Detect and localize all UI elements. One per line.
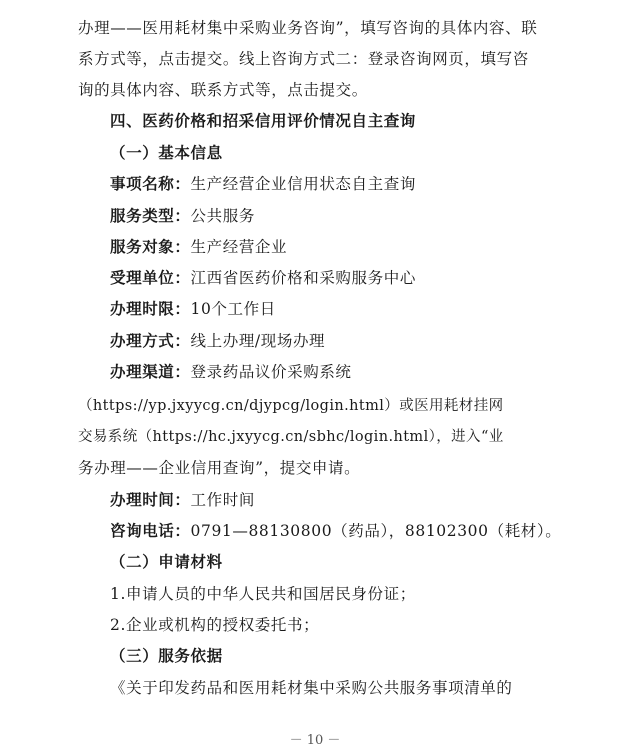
- paragraph-line: 办理——医用耗材集中采购业务咨询”，填写咨询的具体内容、联: [78, 19, 538, 37]
- field-label: 办理时间：: [110, 490, 191, 509]
- info-row-channel: [110, 362, 352, 382]
- field-label: 事项名称：: [110, 174, 191, 193]
- field-value: 公共服务: [190, 207, 255, 225]
- field-label: 办理方式：: [110, 331, 191, 350]
- info-row-time-limit: [110, 299, 276, 319]
- page-number: － 10 －: [289, 733, 341, 748]
- field-value: 工作时间: [190, 491, 255, 509]
- paragraph-line: 交易系统（https://hc.jxyycg.cn/sbhc/login.html），进入“业: [78, 429, 504, 445]
- section-heading: 四、医药价格和招采信用评价情况自主查询: [110, 112, 416, 130]
- field-value: 登录药品议价采购系统: [190, 363, 352, 381]
- paragraph-line: 系方式等，点击提交。线上咨询方式二：登录咨询网页，填写咨: [78, 50, 529, 68]
- field-label: 咨询电话：: [110, 521, 191, 540]
- subsection-heading: （一）基本信息: [110, 143, 223, 162]
- list-item: 2.企业或机构的授权委托书；: [110, 616, 320, 634]
- subsection-heading: （二）申请材料: [110, 552, 223, 571]
- field-value: 生产经营企业信用状态自主查询: [190, 175, 416, 193]
- paragraph-line: 务办理——企业信用查询”，提交申请。: [78, 459, 361, 477]
- paragraph-line: 询的具体内容、联系方式等，点击提交。: [78, 81, 368, 99]
- info-row-service-type: [110, 206, 255, 226]
- field-label: 服务类型：: [110, 206, 191, 225]
- info-row-service-target: [110, 237, 287, 257]
- info-row-method: [110, 331, 325, 351]
- field-label: 办理渠道：: [110, 362, 191, 381]
- paragraph-line: （https://yp.jxyycg.cn/djypcg/login.html）或医用耗材挂网: [78, 398, 504, 414]
- info-row-hours: [110, 490, 255, 510]
- info-row-phone: [110, 521, 561, 541]
- paragraph-line: 《关于印发药品和医用耗材集中采购公共服务事项清单的: [110, 679, 513, 697]
- field-value: 生产经营企业: [190, 238, 288, 256]
- info-row-item-name: [110, 174, 416, 194]
- field-value: 江西省医药价格和采购服务中心: [190, 269, 416, 287]
- subsection-heading: （三）服务依据: [110, 646, 223, 665]
- field-value: 0791—88130800（药品），88102300（耗材）。: [190, 522, 562, 540]
- list-item: 1.申请人员的中华人民共和国居民身份证；: [110, 585, 416, 603]
- field-value: 线上办理/现场办理: [190, 332, 326, 350]
- field-label: 服务对象：: [110, 237, 191, 256]
- info-row-unit: [110, 268, 416, 288]
- field-label: 办理时限：: [110, 299, 191, 318]
- field-value: 10个工作日: [190, 300, 276, 318]
- field-label: 受理单位：: [110, 268, 191, 287]
